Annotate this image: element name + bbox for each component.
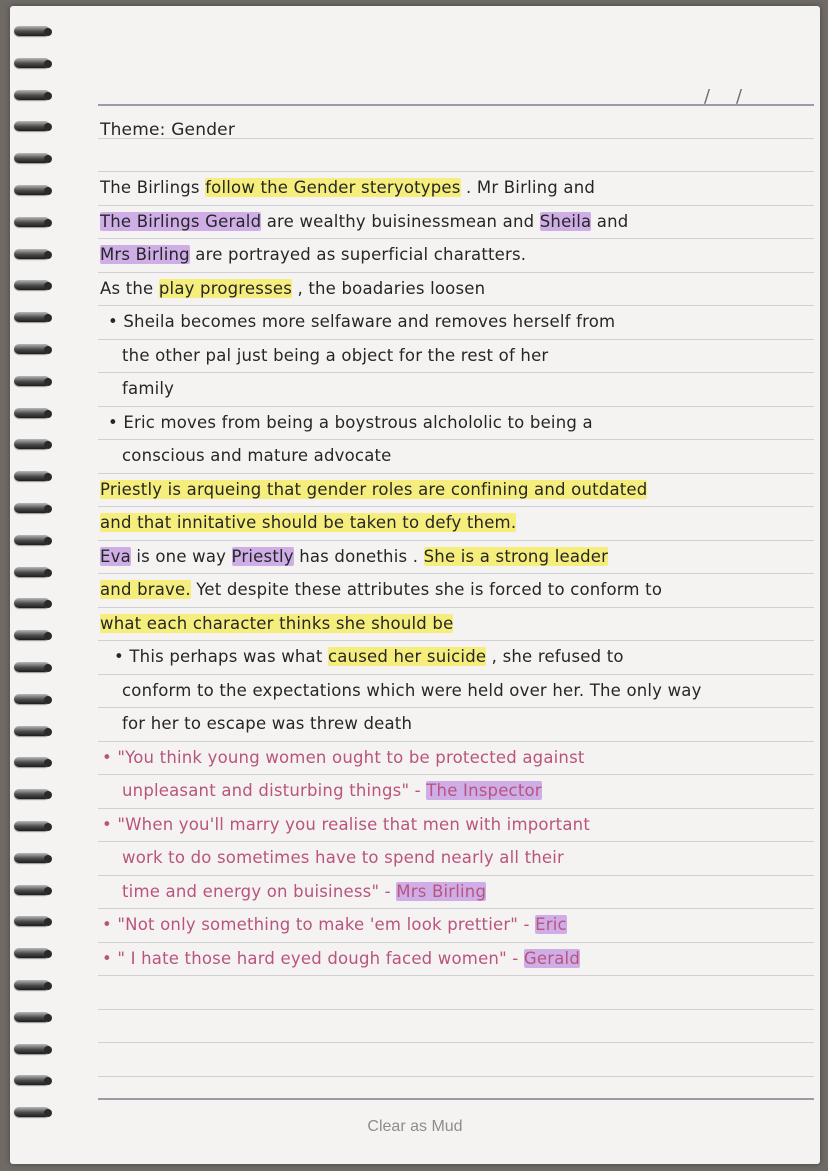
ruled-line — [98, 707, 814, 708]
ruled-line — [98, 406, 814, 407]
spiral-ring — [14, 980, 50, 990]
note-line — [108, 312, 615, 331]
ruled-line — [98, 607, 814, 608]
notebook-page — [10, 6, 820, 1164]
ruled-line — [98, 741, 814, 742]
watermark-footer: Clear as Mud — [367, 1118, 463, 1135]
ruled-line — [98, 640, 814, 641]
spiral-ring — [14, 376, 50, 386]
ruled-line — [98, 1042, 814, 1043]
text-segment: • Sheila becomes more selfaware and removes herself from — [108, 312, 616, 331]
note-line — [100, 245, 526, 264]
spiral-ring — [14, 249, 50, 259]
note-line — [100, 580, 662, 599]
spiral-ring — [14, 1044, 50, 1054]
note-line — [122, 379, 174, 398]
ruled-line — [98, 774, 814, 775]
title-colon: : — [159, 120, 172, 140]
ruled-line — [98, 1009, 814, 1010]
spiral-ring — [14, 916, 50, 926]
spiral-ring — [14, 503, 50, 513]
spiral-ring — [14, 821, 50, 831]
highlighted-text: caused her suicide — [327, 647, 487, 666]
ruled-line — [98, 272, 814, 273]
spiral-ring — [14, 757, 50, 767]
text-segment: • Eric moves from being a boystrous alchololic to being a — [108, 412, 593, 432]
text-segment: the other pal just being a object for the rest of her — [122, 345, 549, 365]
highlighted-text: what each character thinks she should be — [100, 613, 454, 633]
text-segment: are portrayed as superficial charatters. — [189, 245, 527, 264]
highlighted-text: Priestly is arqueing that gender roles are confining and outdated — [100, 479, 648, 499]
spiral-ring — [14, 1012, 50, 1022]
ruled-line — [98, 205, 814, 206]
text-segment: . Mr Birling and — [460, 178, 596, 197]
text-segment: • "When you'll marry you realise that men with important — [102, 814, 590, 834]
text-segment: is one way — [130, 546, 232, 566]
spiral-ring — [14, 694, 50, 704]
quote-line — [102, 815, 590, 834]
spiral-ring — [14, 1075, 50, 1085]
ruled-line — [98, 942, 814, 943]
ruled-line — [98, 875, 814, 876]
highlighted-text: play progresses — [158, 278, 293, 298]
text-segment: unpleasant and disturbing things" - — [122, 781, 427, 800]
spiral-ring — [14, 789, 50, 799]
title-label: Theme — [100, 120, 160, 140]
ruled-line — [98, 808, 814, 809]
quote-line — [102, 949, 580, 968]
spiral-ring — [14, 312, 50, 322]
note-line — [108, 413, 593, 432]
highlighted-text: Eric — [535, 915, 567, 934]
spiral-ring — [14, 948, 50, 958]
spiral-binding — [10, 26, 60, 1156]
highlighted-text: Priestly — [231, 546, 294, 566]
spiral-ring — [14, 90, 50, 100]
text-segment: The Birlings — [100, 178, 206, 197]
note-line — [100, 513, 516, 532]
text-segment: , she refused to — [486, 647, 624, 666]
quote-line — [102, 748, 585, 767]
page-title — [100, 120, 235, 140]
ruled-line — [98, 1076, 814, 1077]
text-segment: has donethis . — [293, 546, 424, 566]
quote-line — [102, 915, 567, 934]
text-segment: are wealthy buisinessmean and — [261, 211, 540, 231]
spiral-ring — [14, 885, 50, 895]
text-segment: • This perhaps was what — [114, 647, 328, 666]
note-line — [114, 647, 624, 666]
spiral-ring — [14, 408, 50, 418]
text-segment: work to do sometimes have to spend nearly all their — [122, 848, 565, 867]
highlighted-text: Gerald — [523, 948, 581, 968]
spiral-ring — [14, 1107, 50, 1117]
spiral-ring — [14, 471, 50, 481]
title-value: Gender — [171, 120, 236, 140]
ruled-line — [98, 908, 814, 909]
highlighted-text: Mrs Birling — [396, 881, 487, 901]
ruled-line — [98, 1098, 814, 1100]
text-segment: • " I hate those hard eyed dough faced women" - — [102, 948, 524, 968]
text-segment: • "You think young women ought to be protected against — [102, 747, 585, 767]
date-mark: / — [704, 86, 711, 107]
spiral-ring — [14, 185, 50, 195]
spiral-ring — [14, 344, 50, 354]
highlighted-text: She is a strong leader — [423, 546, 609, 566]
text-segment: As the — [100, 278, 159, 298]
note-line — [122, 714, 412, 733]
note-line — [122, 681, 702, 700]
highlighted-text: follow the Gender steryotypes — [205, 178, 461, 197]
text-segment: for her to escape was threw death — [122, 714, 413, 733]
spiral-ring — [14, 26, 50, 36]
text-segment: , the boadaries loosen — [292, 278, 486, 298]
note-line — [100, 480, 647, 499]
ruled-line — [98, 339, 814, 340]
highlighted-text: Mrs Birling — [100, 245, 190, 264]
ruled-line — [98, 674, 814, 675]
highlighted-text: and brave. — [100, 580, 191, 599]
quote-line — [122, 848, 564, 867]
text-segment: • "Not only something to make 'em look prettier" - — [102, 915, 536, 934]
ruled-line — [98, 439, 814, 440]
highlighted-text: Sheila — [539, 211, 592, 231]
ruled-line — [98, 171, 814, 172]
spiral-ring — [14, 598, 50, 608]
quote-line — [122, 882, 486, 901]
spiral-ring — [14, 280, 50, 290]
ruled-line — [98, 573, 814, 574]
note-line — [122, 446, 392, 465]
note-line — [100, 614, 453, 633]
spiral-ring — [14, 662, 50, 672]
quote-line — [122, 781, 542, 800]
spiral-ring — [14, 58, 50, 68]
spiral-ring — [14, 439, 50, 449]
spiral-ring — [14, 535, 50, 545]
ruled-line — [98, 238, 814, 239]
highlighted-text: The Inspector — [426, 781, 542, 800]
highlighted-text: and that innitative should be taken to defy them. — [100, 513, 517, 532]
note-line — [100, 212, 628, 231]
text-segment: time and energy on buisiness" - — [122, 881, 397, 901]
ruled-line — [98, 540, 814, 541]
ruled-line — [98, 975, 814, 976]
spiral-ring — [14, 630, 50, 640]
note-line — [100, 279, 485, 298]
text-segment: family — [122, 379, 175, 398]
highlighted-text: The Birlings Gerald — [100, 211, 262, 231]
date-mark: / — [736, 86, 743, 107]
spiral-ring — [14, 726, 50, 736]
highlighted-text: Eva — [100, 546, 131, 566]
ruled-line — [98, 473, 814, 474]
ruled-line — [98, 372, 814, 373]
spiral-ring — [14, 121, 50, 131]
ruled-line — [98, 305, 814, 306]
spiral-ring — [14, 153, 50, 163]
note-line — [100, 547, 608, 566]
ruled-line — [98, 506, 814, 507]
note-line — [100, 178, 595, 197]
text-segment: and — [591, 211, 629, 231]
text-segment: conform to the expectations which were held over her. The only way — [122, 680, 702, 700]
ruled-line — [98, 841, 814, 842]
text-segment: conscious and mature advocate — [122, 446, 392, 465]
spiral-ring — [14, 217, 50, 227]
spiral-ring — [14, 853, 50, 863]
text-segment: Yet despite these attributes she is forced to conform to — [190, 580, 663, 599]
spiral-ring — [14, 567, 50, 577]
note-line — [122, 346, 548, 365]
